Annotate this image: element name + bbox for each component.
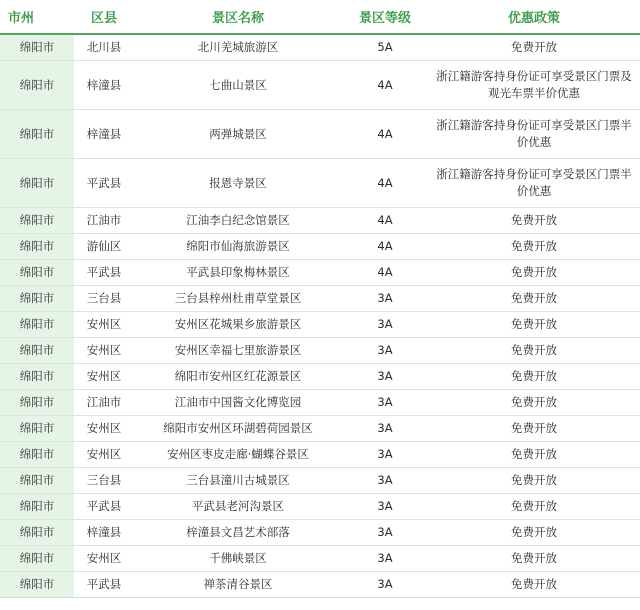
table-row: [0, 442, 640, 468]
cell-policy: 免费开放: [428, 260, 640, 286]
cell-county: 梓潼县: [74, 520, 134, 546]
header-grade: 景区等级: [342, 0, 428, 34]
cell-policy: 免费开放: [428, 520, 640, 546]
table-row: [0, 390, 640, 416]
cell-county: 安州区: [74, 442, 134, 468]
cell-county: 北川县: [74, 34, 134, 61]
cell-city: 绵阳市: [0, 159, 74, 208]
cell-grade: 3A: [342, 442, 428, 468]
cell-city: 绵阳市: [0, 416, 74, 442]
cell-scenic-name: 安州区幸福七里旅游景区: [134, 338, 342, 364]
cell-city: 绵阳市: [0, 546, 74, 572]
cell-city: 绵阳市: [0, 234, 74, 260]
table-row: [0, 234, 640, 260]
cell-grade: 3A: [342, 338, 428, 364]
cell-grade: 3A: [342, 520, 428, 546]
cell-policy: 浙江籍游客持身份证可享受景区门票半价优惠: [428, 159, 640, 208]
cell-county: 江油市: [74, 208, 134, 234]
table-row: [0, 159, 640, 208]
table-row: [0, 208, 640, 234]
cell-grade: 3A: [342, 572, 428, 598]
cell-city: 绵阳市: [0, 468, 74, 494]
cell-city: 绵阳市: [0, 364, 74, 390]
cell-scenic-name: 江油市中国酱文化博览园: [134, 390, 342, 416]
cell-policy: 免费开放: [428, 442, 640, 468]
table-row: [0, 546, 640, 572]
cell-grade: 4A: [342, 159, 428, 208]
cell-policy: 免费开放: [428, 494, 640, 520]
cell-scenic-name: 北川羌城旅游区: [134, 34, 342, 61]
table-row: [0, 494, 640, 520]
cell-grade: 4A: [342, 61, 428, 110]
table-header: [0, 0, 640, 34]
cell-county: 梓潼县: [74, 61, 134, 110]
cell-scenic-name: 绵阳市安州区红花源景区: [134, 364, 342, 390]
cell-city: 绵阳市: [0, 34, 74, 61]
cell-policy: 免费开放: [428, 34, 640, 61]
cell-policy: 免费开放: [428, 468, 640, 494]
cell-grade: 4A: [342, 208, 428, 234]
cell-county: 平武县: [74, 494, 134, 520]
table-row: [0, 364, 640, 390]
cell-policy: 浙江籍游客持身份证可享受景区门票半价优惠: [428, 110, 640, 159]
cell-grade: 3A: [342, 468, 428, 494]
cell-policy: 免费开放: [428, 572, 640, 598]
cell-county: 梓潼县: [74, 110, 134, 159]
cell-scenic-name: 禅茶清谷景区: [134, 572, 342, 598]
table-row: [0, 61, 640, 110]
table-row: [0, 34, 640, 61]
cell-grade: 4A: [342, 260, 428, 286]
cell-grade: 3A: [342, 494, 428, 520]
cell-grade: 3A: [342, 546, 428, 572]
header-county: 区县: [74, 0, 134, 34]
cell-scenic-name: 千佛峡景区: [134, 546, 342, 572]
cell-policy: 免费开放: [428, 416, 640, 442]
cell-scenic-name: 七曲山景区: [134, 61, 342, 110]
cell-policy: 免费开放: [428, 286, 640, 312]
cell-city: 绵阳市: [0, 338, 74, 364]
cell-scenic-name: 梓潼县文昌艺术部落: [134, 520, 342, 546]
cell-grade: 3A: [342, 390, 428, 416]
cell-county: 安州区: [74, 364, 134, 390]
header-city: 市州: [0, 0, 74, 34]
cell-grade: 4A: [342, 110, 428, 159]
cell-grade: 4A: [342, 234, 428, 260]
cell-scenic-name: 两弹城景区: [134, 110, 342, 159]
table-row: [0, 572, 640, 598]
cell-policy: 免费开放: [428, 338, 640, 364]
cell-grade: 5A: [342, 34, 428, 61]
cell-scenic-name: 平武县老河沟景区: [134, 494, 342, 520]
cell-policy: 免费开放: [428, 234, 640, 260]
cell-city: 绵阳市: [0, 110, 74, 159]
cell-policy: 免费开放: [428, 312, 640, 338]
cell-city: 绵阳市: [0, 442, 74, 468]
header-scenic-name: 景区名称: [134, 0, 342, 34]
table-row: [0, 110, 640, 159]
cell-grade: 3A: [342, 416, 428, 442]
table-row: [0, 520, 640, 546]
cell-county: 安州区: [74, 312, 134, 338]
cell-grade: 3A: [342, 286, 428, 312]
table-row: [0, 260, 640, 286]
cell-policy: 免费开放: [428, 364, 640, 390]
table-row: [0, 416, 640, 442]
cell-county: 江油市: [74, 390, 134, 416]
cell-county: 游仙区: [74, 234, 134, 260]
cell-county: 平武县: [74, 260, 134, 286]
cell-policy: 浙江籍游客持身份证可享受景区门票及观光车票半价优惠: [428, 61, 640, 110]
table-row: [0, 468, 640, 494]
cell-county: 三台县: [74, 468, 134, 494]
cell-city: 绵阳市: [0, 208, 74, 234]
cell-city: 绵阳市: [0, 572, 74, 598]
cell-city: 绵阳市: [0, 286, 74, 312]
cell-grade: 3A: [342, 312, 428, 338]
cell-county: 平武县: [74, 572, 134, 598]
table-body: [0, 34, 640, 598]
header-policy: 优惠政策: [428, 0, 640, 34]
cell-city: 绵阳市: [0, 520, 74, 546]
cell-scenic-name: 安州区枣皮走廊·蝴蝶谷景区: [134, 442, 342, 468]
cell-scenic-name: 报恩寺景区: [134, 159, 342, 208]
cell-county: 安州区: [74, 416, 134, 442]
cell-scenic-name: 绵阳市仙海旅游景区: [134, 234, 342, 260]
table-row: [0, 312, 640, 338]
cell-county: 安州区: [74, 338, 134, 364]
cell-county: 安州区: [74, 546, 134, 572]
cell-scenic-name: 三台县潼川古城景区: [134, 468, 342, 494]
cell-city: 绵阳市: [0, 494, 74, 520]
cell-scenic-name: 绵阳市安州区环湖碧荷园景区: [134, 416, 342, 442]
cell-scenic-name: 三台县梓州杜甫草堂景区: [134, 286, 342, 312]
cell-grade: 3A: [342, 364, 428, 390]
cell-city: 绵阳市: [0, 61, 74, 110]
cell-county: 三台县: [74, 286, 134, 312]
cell-scenic-name: 安州区花城果乡旅游景区: [134, 312, 342, 338]
table-row: [0, 286, 640, 312]
cell-city: 绵阳市: [0, 390, 74, 416]
cell-scenic-name: 平武县印象梅林景区: [134, 260, 342, 286]
cell-policy: 免费开放: [428, 546, 640, 572]
cell-county: 平武县: [74, 159, 134, 208]
cell-city: 绵阳市: [0, 312, 74, 338]
cell-city: 绵阳市: [0, 260, 74, 286]
cell-policy: 免费开放: [428, 208, 640, 234]
cell-scenic-name: 江油李白纪念馆景区: [134, 208, 342, 234]
table-row: [0, 338, 640, 364]
cell-policy: 免费开放: [428, 390, 640, 416]
